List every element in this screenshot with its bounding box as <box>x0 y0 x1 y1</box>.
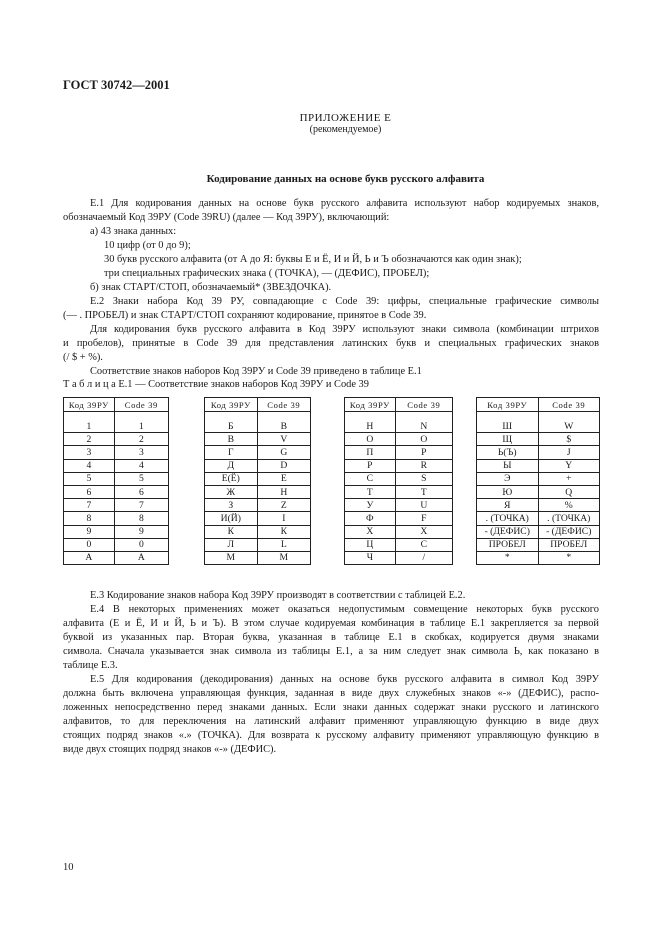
table-row <box>205 538 311 551</box>
table-cell: Н <box>257 485 310 498</box>
table-cell: 3 <box>64 446 115 459</box>
paragraph-line: а) 43 знака данных: <box>90 226 177 237</box>
table-cell: В <box>257 420 310 433</box>
paragraph-line: символа. Сначала указывается знак символа из таблицы Е.1, а за ним следует знак символа Ь, как показано в <box>63 646 599 657</box>
mapping-table-1 <box>63 397 169 565</box>
paragraph-line: (/ $ + %). <box>63 352 103 363</box>
table-cell: 0 <box>64 538 115 551</box>
table-cell: ПРОБЕЛ <box>477 538 539 551</box>
paragraph-line: три специальных графических знака ( (ТОЧКА), — (ДЕФИС), ПРОБЕЛ); <box>104 268 430 279</box>
table-cell: 8 <box>64 512 115 525</box>
column-header: Код 39РУ <box>205 398 258 412</box>
table-cell: 2 <box>64 433 115 446</box>
table-row <box>64 446 169 459</box>
column-header: Code 39 <box>257 398 310 412</box>
table-cell: U <box>395 499 452 512</box>
table-cell: Х <box>395 525 452 538</box>
table-cell: 5 <box>64 472 115 485</box>
table-row <box>345 538 453 551</box>
table-cell: З <box>205 499 258 512</box>
table-cell: $ <box>538 433 600 446</box>
paragraph-line: виде двух стоящих подряд знаков «-» (ДЕФИС). <box>63 744 277 755</box>
table-cell: А <box>64 551 115 564</box>
paragraph-line: таблице Е.3. <box>63 660 118 671</box>
column-header: Код 39РУ <box>477 398 539 412</box>
table-cell: G <box>257 446 310 459</box>
paragraph-line: Для кодирования букв русского алфавита в Код 39РУ используют знаки символа (комбинации штрихов <box>90 324 599 335</box>
table-row <box>477 499 600 512</box>
table-cell: М <box>205 551 258 564</box>
paragraph-line: Е.3 Кодирование знаков набора Код 39РУ производят в соответствии с таблицей Е.2. <box>90 590 466 601</box>
table-cell: 9 <box>114 525 168 538</box>
table-spacer <box>345 412 453 421</box>
table-cell: W <box>538 420 600 433</box>
table-row <box>64 525 169 538</box>
table-row <box>477 525 600 538</box>
table-row <box>205 433 311 446</box>
table-row <box>477 420 600 433</box>
table-cell: Р <box>345 459 396 472</box>
table-cell: Y <box>538 459 600 472</box>
table-cell: А <box>114 551 168 564</box>
table-cell: L <box>257 538 310 551</box>
table-row <box>345 472 453 485</box>
paragraph-line: Соответствие знаков наборов Код 39РУ и Code 39 приведено в таблице Е.1 <box>90 366 422 377</box>
table-cell: 1 <box>114 420 168 433</box>
table-caption: Т а б л и ц а Е.1 — Соответствие знаков наборов Код 39РУ и Code 39 <box>63 379 369 390</box>
table-cell: * <box>477 551 539 564</box>
table-row <box>64 512 169 525</box>
table-row <box>345 499 453 512</box>
table-cell: Q <box>538 485 600 498</box>
section-title: Кодирование данных на основе букв русского алфавита <box>206 173 485 185</box>
table-cell: П <box>345 446 396 459</box>
paragraph-line: буквой из указанных пар. Вторая буква, указанная в таблице Е.1 в скобках, кодируется двумя знаками <box>63 632 599 643</box>
table-cell: С <box>345 472 396 485</box>
table-row <box>64 420 169 433</box>
table-row <box>345 459 453 472</box>
table-cell: Ю <box>477 485 539 498</box>
table-cell: + <box>538 472 600 485</box>
table-cell: Ь(Ъ) <box>477 446 539 459</box>
table-cell: - (ДЕФИС) <box>538 525 600 538</box>
paragraph-line: Е.2 Знаки набора Код 39 РУ, совпадающие с Code 39: цифры, специальные графические символы <box>90 296 599 307</box>
table-cell: Т <box>395 485 452 498</box>
table-row <box>477 459 600 472</box>
table-header-row <box>205 398 311 412</box>
table-cell: Х <box>345 525 396 538</box>
table-row <box>205 472 311 485</box>
table-header-row <box>477 398 600 412</box>
table-cell: Ж <box>205 485 258 498</box>
table-spacer <box>477 412 600 421</box>
table-cell: % <box>538 499 600 512</box>
table-cell: М <box>257 551 310 564</box>
table-row <box>64 472 169 485</box>
mapping-table-3 <box>344 397 453 565</box>
appendix-subtitle: (рекомендуемое) <box>309 124 382 135</box>
table-cell: 0 <box>114 538 168 551</box>
table-cell: У <box>345 499 396 512</box>
table-cell: Е <box>257 472 310 485</box>
table-cell: 5 <box>114 472 168 485</box>
table-cell: Ц <box>345 538 396 551</box>
table-cell: Д <box>205 459 258 472</box>
table-cell: О <box>395 433 452 446</box>
table-row <box>477 538 600 551</box>
table-cell: Л <box>205 538 258 551</box>
column-header: Код 39РУ <box>345 398 396 412</box>
table-cell: Г <box>205 446 258 459</box>
table-spacer <box>64 412 169 421</box>
table-cell: Я <box>477 499 539 512</box>
table-cell: D <box>257 459 310 472</box>
column-header: Code 39 <box>538 398 600 412</box>
table-row <box>64 499 169 512</box>
mapping-table-2 <box>204 397 311 565</box>
table-cell: Щ <box>477 433 539 446</box>
paragraph-line: б) знак СТАРТ/СТОП, обозначаемый* (ЗВЕЗДОЧКА). <box>90 282 332 293</box>
paragraph-line: Е.5 Для кодирования (декодирования) данных на основе букв русского алфавита в символ Код 39РУ <box>90 674 599 685</box>
table-row <box>205 420 311 433</box>
table-cell: 7 <box>114 499 168 512</box>
table-cell: Э <box>477 472 539 485</box>
table-cell: 2 <box>114 433 168 446</box>
paragraph-line: алфавита (Е и Ё, И и Й, Ь и Ъ). В этом случае кодируемая комбинация в таблице Е.1 закрепляется за первой <box>63 618 599 629</box>
table-cell: Е(Ё) <box>205 472 258 485</box>
table-cell: С <box>395 538 452 551</box>
table-cell: О <box>345 433 396 446</box>
table-row <box>205 512 311 525</box>
table-cell: 8 <box>114 512 168 525</box>
table-row <box>477 446 600 459</box>
paragraph-line: (— . ПРОБЕЛ) и знак СТАРТ/СТОП сохраняют кодирование, принятое в Code 39. <box>63 310 427 321</box>
table-row <box>477 433 600 446</box>
table-row <box>205 446 311 459</box>
table-cell: . (ТОЧКА) <box>477 512 539 525</box>
table-cell: 3 <box>114 446 168 459</box>
table-cell: S <box>395 472 452 485</box>
table-row <box>345 512 453 525</box>
table-cell: К <box>205 525 258 538</box>
table-cell: Б <box>205 420 258 433</box>
table-cell: 4 <box>114 459 168 472</box>
paragraph-line: должна быть включена управляющая функция, заданная в виде двух служебных знаков «-» (ДЕФИС), распо- <box>63 688 599 699</box>
table-cell: / <box>395 551 452 564</box>
paragraph-line: стоящих подряд знаков «.» (ТОЧКА). Для возврата к русскому алфавиту применяют управляющую функцию в <box>63 730 599 741</box>
table-row <box>205 551 311 564</box>
paragraph-line: 30 букв русского алфавита (от А до Я: буквы Е и Ё, И и Й, Ь и Ъ обозначаются как один знак); <box>104 254 522 265</box>
column-header: Code 39 <box>395 398 452 412</box>
paragraph-line: Е.4 В некоторых применениях может оказаться недопустимым совмещение некоторых букв русского <box>90 604 599 615</box>
table-cell: . (ТОЧКА) <box>538 512 600 525</box>
column-header: Code 39 <box>114 398 168 412</box>
table-row <box>64 485 169 498</box>
table-cell: К <box>257 525 310 538</box>
table-cell: Р <box>395 446 452 459</box>
appendix-title: ПРИЛОЖЕНИЕ Е <box>299 112 392 124</box>
table-spacer <box>205 412 311 421</box>
table-cell: I <box>257 512 310 525</box>
paragraph-line: ложенных непосредственно перед знаками данных. Если знаки данных содержат знаки русского и латинского <box>63 702 599 713</box>
table-cell: - (ДЕФИС) <box>477 525 539 538</box>
table-row <box>205 459 311 472</box>
table-cell: 9 <box>64 525 115 538</box>
table-cell: Z <box>257 499 310 512</box>
table-row <box>345 433 453 446</box>
table-row <box>205 499 311 512</box>
table-row <box>345 446 453 459</box>
table-cell: 7 <box>64 499 115 512</box>
table-row <box>345 420 453 433</box>
table-cell: В <box>205 433 258 446</box>
table-cell: V <box>257 433 310 446</box>
table-row <box>64 433 169 446</box>
table-cell: И(Й) <box>205 512 258 525</box>
table-cell: Н <box>345 420 396 433</box>
table-header-row <box>64 398 169 412</box>
table-row <box>477 512 600 525</box>
document-code: ГОСТ 30742—2001 <box>63 78 170 92</box>
table-cell: Т <box>345 485 396 498</box>
table-cell: J <box>538 446 600 459</box>
table-cell: N <box>395 420 452 433</box>
table-cell: Ы <box>477 459 539 472</box>
table-row <box>64 538 169 551</box>
table-cell: 4 <box>64 459 115 472</box>
paragraph-line: обозначаемый Код 39РУ (Code 39RU) (далее — Код 39РУ), включающий: <box>63 212 390 223</box>
table-cell: Ф <box>345 512 396 525</box>
table-header-row <box>345 398 453 412</box>
table-cell: 1 <box>64 420 115 433</box>
table-cell: Ч <box>345 551 396 564</box>
table-row <box>477 485 600 498</box>
table-cell: R <box>395 459 452 472</box>
table-row <box>64 459 169 472</box>
table-row <box>477 551 600 564</box>
mapping-table-4 <box>476 397 600 565</box>
table-cell: F <box>395 512 452 525</box>
table-row <box>345 525 453 538</box>
table-cell: ПРОБЕЛ <box>538 538 600 551</box>
table-row <box>64 551 169 564</box>
paragraph-line: алфавитов, то для переключения на латинский алфавит применяют управляющую функцию в виде двух <box>63 716 599 727</box>
table-row <box>205 485 311 498</box>
table-cell: 6 <box>114 485 168 498</box>
table-cell: 6 <box>64 485 115 498</box>
table-cell: * <box>538 551 600 564</box>
table-row <box>477 472 600 485</box>
page-number: 10 <box>63 862 74 873</box>
paragraph-line: Е.1 Для кодирования данных на основе букв русского алфавита используют набор кодируемых знаков, <box>90 198 599 209</box>
table-row <box>345 551 453 564</box>
table-row <box>345 485 453 498</box>
column-header: Код 39РУ <box>64 398 115 412</box>
table-cell: Ш <box>477 420 539 433</box>
table-row <box>205 525 311 538</box>
paragraph-line: 10 цифр (от 0 до 9); <box>104 240 191 251</box>
paragraph-line: и пробелов), принятые в Code 39 для представления латинских букв и специальных графических знаков <box>63 338 599 349</box>
